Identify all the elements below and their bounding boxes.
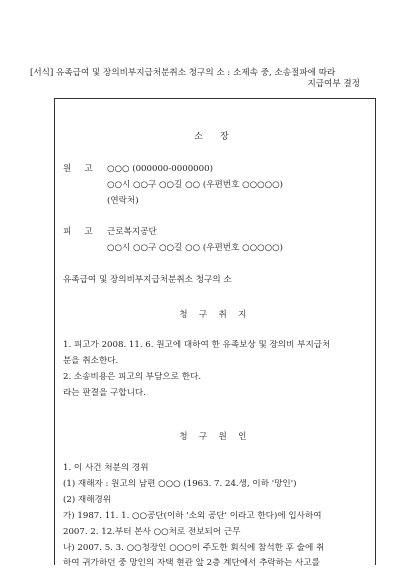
defendant-label: 피 고 — [63, 227, 98, 237]
cause-line: 나) 2007. 5. 3. ○○청장인 ○○○이 주도한 회식에 참석한 후 술에 취 — [63, 543, 325, 553]
cause-line: (1) 재해자 : 원고의 남편 ○○○ (1963. 7. 24.생, 이하 '망인') — [63, 479, 297, 489]
purpose-line: 라는 판결을 구합니다. — [63, 388, 146, 398]
purpose-heading: 청 구 취 지 — [179, 310, 251, 320]
cause-line: 하여 귀가하던 중 망인의 자택 현관 앞 2층 계단에서 추락하는 사고를 — [63, 558, 320, 568]
defendant-address: ○○시 ○○구 ○○길 ○○ (우편번호 ○○○○○) — [107, 243, 283, 253]
purpose-line: 분을 취소한다. — [63, 356, 119, 366]
complaint-frame — [54, 98, 376, 568]
purpose-line: 2. 소송비용은 피고의 부담으로 한다. — [63, 372, 202, 382]
defendant-name: 근로복지공단 — [107, 227, 157, 237]
plaintiff-label: 원 고 — [63, 164, 98, 174]
cause-line: 2007. 2. 12.부터 본사 ○○처로 전보되어 근무 — [63, 527, 241, 537]
cause-heading: 청 구 원 인 — [179, 432, 251, 442]
cause-line: (2) 재해경위 — [63, 495, 112, 505]
case-name: 유족급여 및 장의비부지급처분취소 청구의 소 — [63, 275, 232, 285]
form-header-line-2: 지급여부 결정 — [307, 79, 360, 89]
purpose-line: 1. 피고가 2008. 11. 6. 원고에 대하여 한 유족보상 및 장의비 부지급처 — [63, 340, 331, 350]
form-header-line-1: [서식] 유족급여 및 장의비부지급처분취소 청구의 소 : 소제속 중, 소송절파에 따라 — [30, 68, 336, 78]
plaintiff-address: ○○시 ○○구 ○○길 ○○ (우편번호 ○○○○○) — [107, 180, 283, 190]
complaint-title: 소 장 — [194, 132, 236, 142]
cause-line: 가) 1987. 11. 1. ○○공단(이하 '소외 공단' 이라고 한다)에 입사하여 — [63, 511, 322, 521]
plaintiff-contact: (연락처) — [107, 196, 139, 206]
plaintiff-name: ○○○ (000000-0000000) — [107, 164, 213, 174]
cause-line: 1. 이 사건 처분의 경위 — [63, 463, 149, 473]
